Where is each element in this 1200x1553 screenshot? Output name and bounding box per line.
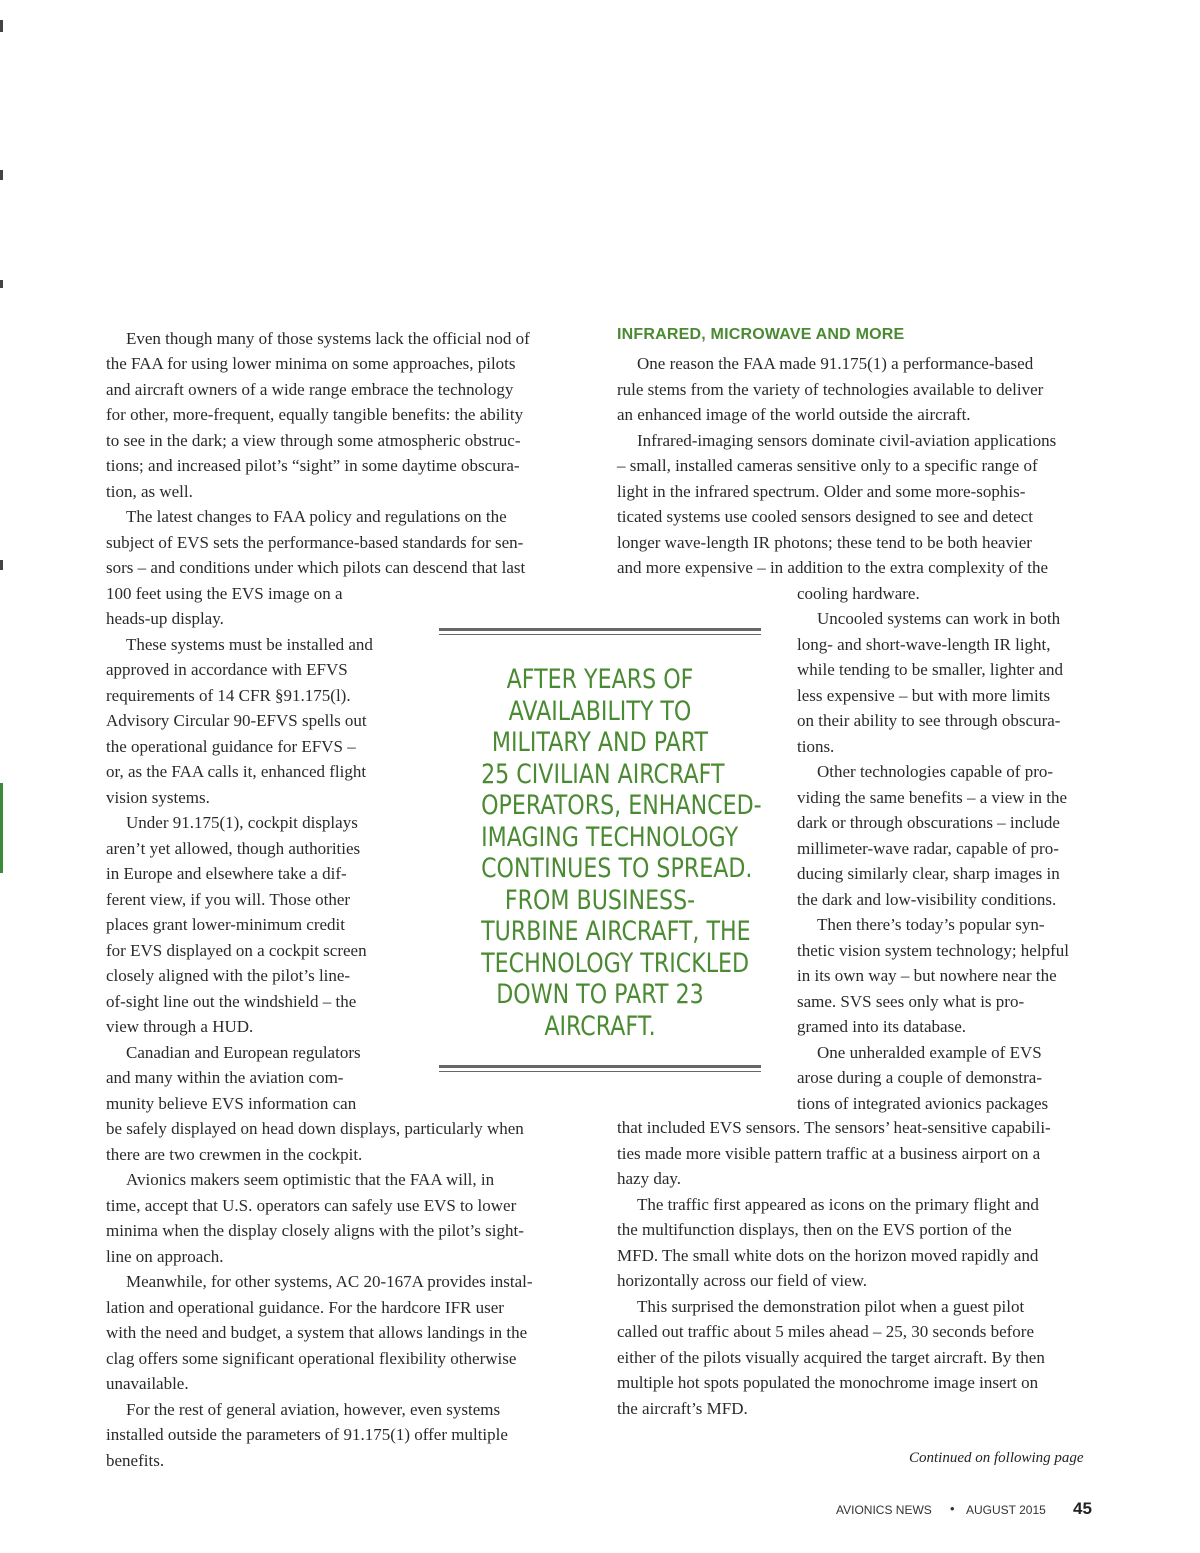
text-line: same. SVS sees only what is pro- [797, 991, 1025, 1011]
text-line: subject of EVS sets the performance-based standards for sen- [106, 532, 524, 552]
text-line: Other technologies capable of pro- [817, 762, 1054, 781]
text-line: light in the infrared spectrum. Older and some more-sophis- [617, 481, 1026, 501]
text-line: Under 91.175(1), cockpit displays [126, 813, 358, 832]
text-line: ferent view, if you will. Those other [106, 889, 351, 909]
text-line: that included EVS sensors. The sensors’ heat-sensitive capabili- [617, 1118, 1051, 1137]
text-line: thetic vision system technology; helpful [797, 940, 1069, 960]
text-line: These systems must be installed and [126, 634, 373, 654]
text-line: For the rest of general aviation, however, even systems [126, 1399, 501, 1419]
pull-quote-line: AFTER YEARS OF [506, 664, 694, 695]
text-line: viding the same benefits – a view in the [797, 787, 1068, 807]
text-line: vision systems. [106, 787, 210, 807]
pull-quote-line: TURBINE AIRCRAFT, THE [481, 916, 751, 947]
page-number: 45 [1073, 1499, 1092, 1518]
text-line: This surprised the demonstration pilot when a guest pilot [637, 1296, 1025, 1316]
text-line: hazy day. [617, 1169, 682, 1188]
page-edge-mark [0, 280, 3, 288]
text-line: Infrared-imaging sensors dominate civil-aviation applications [637, 430, 1057, 450]
text-line: the FAA for using lower minima on some approaches, pilots [106, 354, 516, 373]
page-edge-mark [0, 170, 3, 180]
pull-quote-line: DOWN TO PART 23 [496, 979, 704, 1010]
text-line: 100 feet using the EVS image on a [106, 583, 343, 603]
text-line: ties made more visible pattern traffic at a business airport on a [617, 1143, 1041, 1163]
text-line: rule stems from the variety of technologies available to deliver [617, 379, 1044, 399]
page-edge-mark [0, 560, 3, 570]
text-line: there are two crewmen in the cockpit. [106, 1144, 363, 1164]
text-line: in Europe and elsewhere take a dif- [106, 864, 347, 883]
text-line: of-sight line out the windshield – the [106, 991, 357, 1011]
text-line: called out traffic about 5 miles ahead – 25, 30 seconds before [617, 1322, 1034, 1341]
text-line: or, as the FAA calls it, enhanced flight [106, 762, 367, 781]
text-line: tions of integrated avionics packages [797, 1093, 1049, 1113]
text-line: and aircraft owners of a wide range embrace the technology [106, 379, 514, 399]
text-line: One reason the FAA made 91.175(1) a performance-based [637, 354, 1034, 373]
footer-magazine-name: AVIONICS NEWS [836, 1503, 932, 1517]
text-line: long- and short-wave-length IR light, [797, 634, 1051, 654]
text-line: gramed into its database. [797, 1017, 967, 1036]
text-line: Canadian and European regulators [126, 1042, 361, 1062]
pull-quote-top-rule [439, 628, 761, 635]
pull-quote-bottom-rule [439, 1065, 761, 1072]
text-line: Avionics makers seem optimistic that the FAA will, in [126, 1170, 495, 1189]
text-line: Advisory Circular 90-EFVS spells out [106, 711, 367, 730]
text-line: aren’t yet allowed, though authorities [106, 838, 361, 858]
text-line: munity believe EVS information can [106, 1093, 357, 1113]
text-line: approved in accordance with EFVS [106, 660, 348, 679]
text-line: cooling hardware. [797, 583, 920, 603]
text-line: while tending to be smaller, lighter and [797, 660, 1064, 679]
footer-separator: • [950, 1501, 955, 1516]
text-line: for other, more-frequent, equally tangible benefits: the ability [106, 405, 524, 424]
text-line: lation and operational guidance. For the hardcore IFR user [106, 1297, 504, 1317]
text-line: places grant lower-minimum credit [106, 915, 345, 934]
pull-quote-line: CONTINUES TO SPREAD. [481, 853, 753, 884]
text-line: and many within the aviation com- [106, 1068, 344, 1087]
text-line: tion, as well. [106, 481, 193, 501]
text-line: and more expensive – in addition to the extra complexity of the [617, 558, 1049, 577]
text-line: be safely displayed on head down displays, particularly when [106, 1119, 524, 1138]
text-line: closely aligned with the pilot’s line- [106, 966, 351, 985]
text-line: either of the pilots visually acquired the target aircraft. By then [617, 1347, 1045, 1367]
pull-quote-line: TECHNOLOGY TRICKLED [481, 947, 750, 979]
page-edge-tab [0, 783, 3, 873]
pull-quote-line: AIRCRAFT. [544, 1010, 656, 1042]
text-line: less expensive – but with more limits [797, 685, 1051, 705]
pull-quote-line: FROM BUSINESS- [504, 884, 696, 916]
text-line: multiple hot spots populated the monochrome image insert on [617, 1373, 1039, 1392]
pull-quote [481, 664, 762, 1042]
text-line: horizontally across our field of view. [617, 1271, 868, 1290]
text-line: installed outside the parameters of 91.175(1) offer multiple [106, 1425, 508, 1444]
text-line: tions; and increased pilot’s “sight” in some daytime obscura- [106, 456, 520, 475]
text-line: Then there’s today’s popular syn- [817, 915, 1045, 934]
text-line: with the need and budget, a system that allows landings in the [106, 1323, 528, 1342]
text-line: benefits. [106, 1450, 165, 1470]
text-line: sors – and conditions under which pilots can descend that last [106, 558, 526, 577]
pull-quote-line: OPERATORS, ENHANCED- [481, 790, 762, 821]
text-line: The latest changes to FAA policy and regulations on the [126, 507, 507, 526]
pull-quote-line: IMAGING TECHNOLOGY [481, 821, 739, 853]
text-line: The traffic first appeared as icons on the primary flight and [637, 1194, 1039, 1214]
text-line: the multifunction displays, then on the EVS portion of the [617, 1220, 1012, 1239]
text-line: clag offers some significant operational flexibility otherwise [106, 1348, 517, 1368]
footer-issue-date: AUGUST 2015 [966, 1503, 1046, 1517]
text-line: an enhanced image of the world outside the aircraft. [617, 405, 971, 424]
text-line: the dark and low-visibility conditions. [797, 889, 1057, 909]
text-line: longer wave-length IR photons; these tend to be both heavier [617, 532, 1032, 552]
text-line: MFD. The small white dots on the horizon moved rapidly and [617, 1245, 1039, 1265]
text-line: line on approach. [106, 1246, 224, 1266]
text-line: dark or through obscurations – include [797, 813, 1060, 832]
text-line: Even though many of those systems lack the official nod of [126, 328, 530, 348]
continued-note: Continued on following page [909, 1450, 1084, 1466]
text-line: view through a HUD. [106, 1017, 254, 1036]
text-line: to see in the dark; a view through some atmospheric obstruc- [106, 430, 521, 450]
pull-quote-line: 25 CIVILIAN AIRCRAFT [481, 758, 725, 790]
text-line: ducing similarly clear, sharp images in [797, 864, 1060, 883]
text-line: ticated systems use cooled sensors designed to see and detect [617, 507, 1033, 526]
text-line: time, accept that U.S. operators can safely use EVS to lower [106, 1195, 517, 1215]
text-line: minima when the display closely aligns with the pilot’s sight- [106, 1221, 524, 1240]
text-line: Uncooled systems can work in both [817, 609, 1061, 628]
text-line: on their ability to see through obscura- [797, 711, 1061, 730]
text-line: in its own way – but nowhere near the [797, 966, 1057, 985]
page-edge-mark [0, 20, 3, 32]
text-line: One unheralded example of EVS [817, 1042, 1042, 1062]
text-line: heads-up display. [106, 609, 224, 628]
text-line: for EVS displayed on a cockpit screen [106, 940, 367, 960]
text-line: Meanwhile, for other systems, AC 20-167A provides instal- [126, 1272, 533, 1291]
pull-quote-line: MILITARY AND PART [491, 727, 709, 758]
text-line: the aircraft’s MFD. [617, 1398, 748, 1418]
section-heading: INFRARED, MICROWAVE AND MORE [617, 326, 905, 343]
pull-quote-line: AVAILABILITY TO [508, 695, 692, 727]
text-line: the operational guidance for EFVS – [106, 736, 356, 756]
text-line: requirements of 14 CFR §91.175(l). [106, 685, 351, 705]
text-line: – small, installed cameras sensitive only to a specific range of [617, 456, 1038, 475]
text-line: millimeter-wave radar, capable of pro- [797, 838, 1059, 858]
text-line: arose during a couple of demonstra- [797, 1068, 1042, 1087]
text-line: tions. [797, 736, 835, 756]
text-line: unavailable. [106, 1374, 189, 1393]
